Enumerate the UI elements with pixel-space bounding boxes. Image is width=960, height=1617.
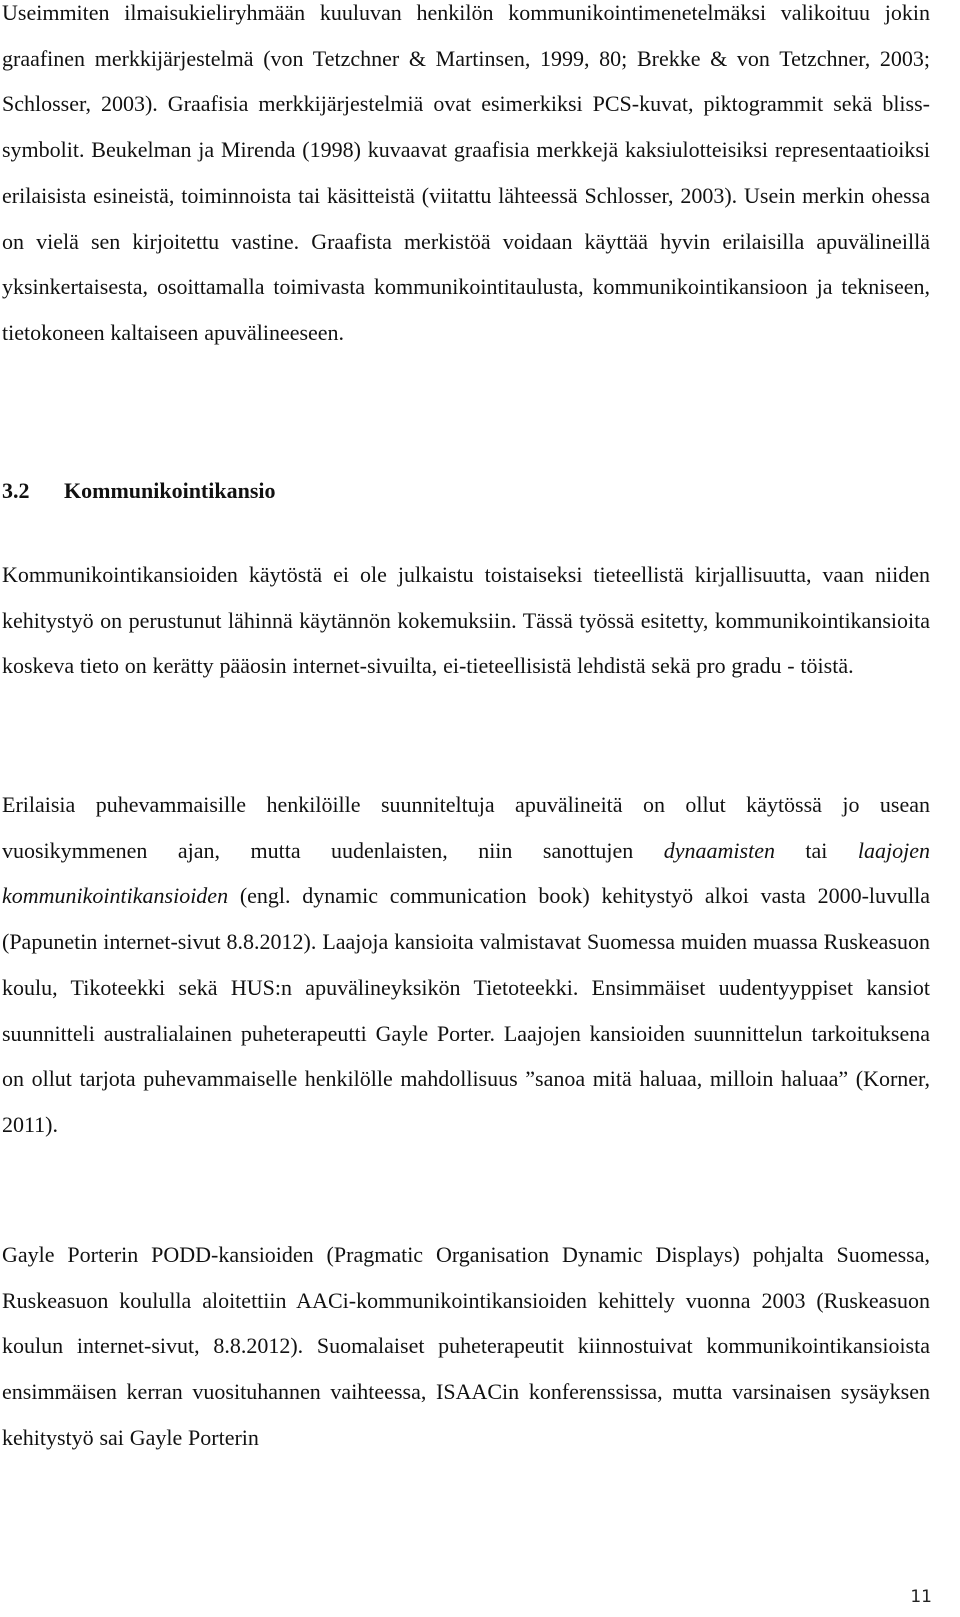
text-run: (engl. dynamic communication book) kehitystyö alkoi vasta 2000-luvulla (Papunetin internet-sivut 8.8.2012). Laajoja kansioita valmistavat Suomessa muiden muassa Ruskeasuon koulu, Tikoteekki sekä HUS:n apuvälineyksikön Tietoteekki. Ensimmäiset uudentyyppiset kansiot suunnitteli australialainen puheterapeutti Gayle Porter. Laajojen kansioiden suunnittelun tarkoituksena on ollut tarjota puhevammaiselle henkilölle mahdollisuus ”sanoa mitä haluaa, milloin haluaa” (Korner, 2011).	[2, 883, 930, 1137]
section-heading	[2, 477, 276, 505]
body-paragraph-literature: Kommunikointikansioiden käytöstä ei ole julkaistu toistaiseksi tieteellistä kirjallisuutta, vaan niiden kehitystyö on perustunut lähinnä käytännön kokemuksiin. Tässä työssä esitetty, kommunikointikansioita koskeva tieto on kerätty pääosin internet-sivuilta, ei-tieteellisistä lehdistä sekä pro gradu - töistä.	[2, 562, 930, 679]
section-number: 3.2	[2, 478, 30, 503]
italic-term: laajojen kommunikointikansioiden	[2, 837, 930, 909]
text-run: Erilaisia puhevammaisille henkilöille suunniteltuja apuvälineitä on ollut käytössä jo usean vuosikymmenen ajan, mutta uudenlaisten, niin sanottujen	[2, 792, 930, 863]
italic-term: dynaamisten	[663, 837, 775, 863]
body-paragraph-podd: Gayle Porterin PODD-kansioiden (Pragmatic Organisation Dynamic Displays) pohjalta Suomessa, Ruskeasuon koululla aloitettiin AACi-kommunikointikansioiden kehittely vuonna 2003 (Ruskeasuon koulun internet-sivut, 8.8.2012). Suomalaiset puheterapeutit kiinnostuivat kommunikointikansioista ensimmäisen kerran vuosituhannen vaihteessa, ISAACin konferenssissa, mutta varsinaisen sysäyksen kehitystyö sai Gayle Porterin	[2, 1242, 930, 1450]
body-paragraph-graphic-sign-systems: Useimmiten ilmaisukieliryhmään kuuluvan henkilön kommunikointimenetelmäksi valikoituu jokin graafinen merkkijärjestelmä (von Tetzchner & Martinsen, 1999, 80; Brekke & von Tetzchner, 2003; Schlosser, 2003). Graafisia merkkijärjestelmiä ovat esimerkiksi PCS-kuvat, piktogrammit sekä bliss-symbolit. Beukelman ja Mirenda (1998) kuvaavat graafisia merkkejä kaksiulotteisiksi representaatioiksi erilaisista esineistä, toiminnoista tai käsitteistä (viitattu lähteessä Schlosser, 2003). Usein merkin ohessa on vielä sen kirjoitettu vastine. Graafista merkistöä voidaan käyttää hyvin erilaisilla apuvälineillä yksinkertaisesta, osoittamalla toimivasta kommunikointitaulusta, kommunikointikansioon ja tekniseen, tietokoneen kaltaiseen apuvälineeseen.	[2, 0, 930, 345]
page-number: 11	[910, 1587, 932, 1607]
text-run: tai	[774, 837, 858, 863]
section-title: Kommunikointikansio	[64, 478, 276, 503]
body-paragraph-dynamic-books	[2, 782, 930, 1148]
